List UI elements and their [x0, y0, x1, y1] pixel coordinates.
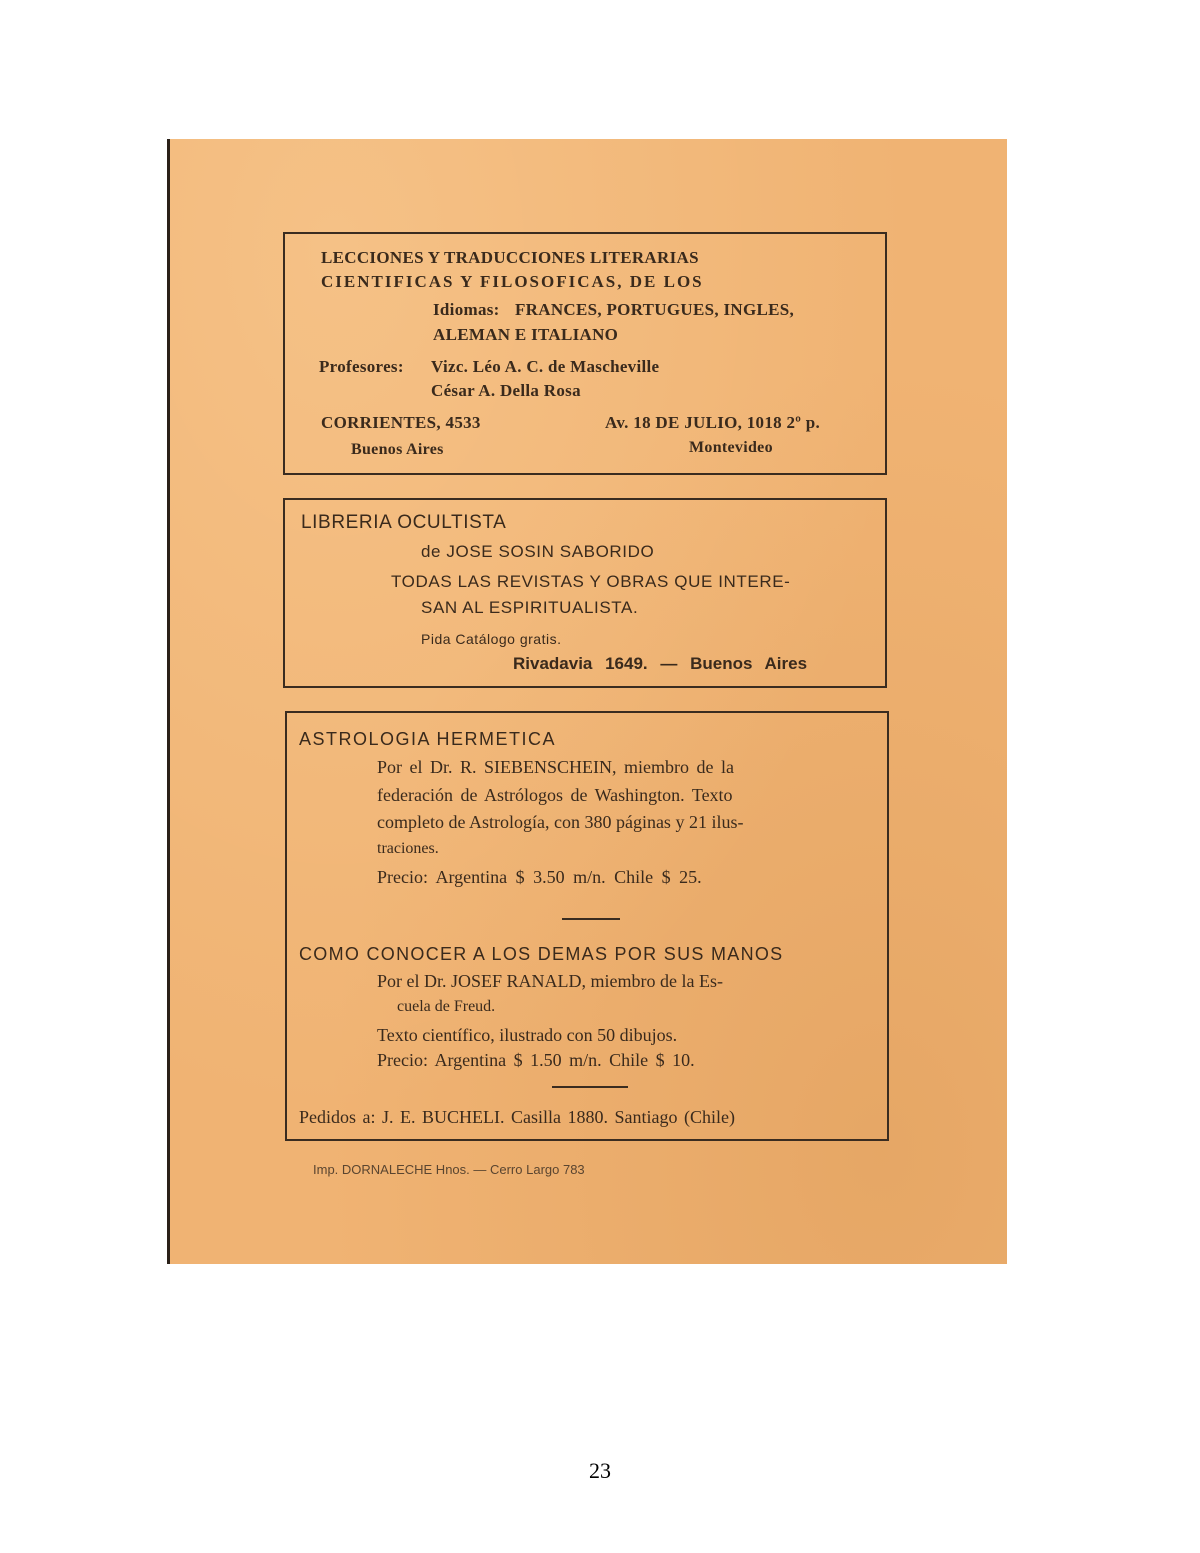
ad1-address-left: CORRIENTES, 4533	[321, 413, 481, 432]
ad3-book2-title: COMO CONOCER A LOS DEMAS POR SUS MANOS	[299, 944, 784, 964]
ad1-teacher-2: César A. Della Rosa	[431, 381, 581, 400]
ad3-book2-line2: cuela de Freud.	[397, 998, 496, 1015]
ad3-book1-line1: Por el Dr. R. SIEBENSCHEIN, miembro de la	[377, 757, 734, 777]
ad3-book1-price: Precio: Argentina $ 3.50 m/n. Chile $ 25.	[377, 867, 702, 887]
ad3-book2-line3: Texto científico, ilustrado con 50 dibujos.	[377, 1025, 678, 1045]
ad-language-lessons	[283, 232, 887, 475]
ad2-address: Rivadavia 1649. — Buenos Aires	[513, 654, 808, 673]
page-edge-shadow	[167, 139, 170, 1264]
ad3-book2-price: Precio: Argentina $ 1.50 m/n. Chile $ 10.	[377, 1050, 695, 1070]
ad3-orders: Pedidos a: J. E. BUCHELI. Casilla 1880. Santiago (Chile)	[299, 1107, 735, 1127]
ad2-desc-2: SAN AL ESPIRITUALISTA.	[421, 598, 639, 617]
ad3-book1-title: ASTROLOGIA HERMETICA	[299, 729, 557, 749]
divider	[562, 918, 620, 920]
divider	[552, 1086, 628, 1088]
ad3-book1-line3: completo de Astrología, con 380 páginas y 21 ilus-	[377, 812, 744, 832]
page-number: 23	[589, 1458, 611, 1483]
ad1-line2: CIENTIFICAS Y FILOSOFICAS, DE LOS	[321, 272, 704, 291]
ad3-book1-line2: federación de Astrólogos de Washington. Texto	[377, 785, 733, 805]
scanned-back-cover	[167, 139, 1007, 1264]
ad1-city-left: Buenos Aires	[351, 441, 444, 458]
ad2-owner: de JOSE SOSIN SABORIDO	[421, 542, 655, 561]
ad2-catalog: Pida Catálogo gratis.	[421, 631, 562, 647]
ad1-languages-1: FRANCES, PORTUGUES, INGLES,	[515, 300, 795, 319]
ad3-book2-line1: Por el Dr. JOSEF RANALD, miembro de la Es-	[377, 971, 723, 991]
ad2-desc-1: TODAS LAS REVISTAS Y OBRAS QUE INTERE-	[391, 572, 791, 591]
ad1-teacher-1: Vizc. Léo A. C. de Mascheville	[431, 357, 660, 376]
ad-books	[285, 711, 889, 1141]
ad2-title: LIBRERIA OCULTISTA	[301, 512, 507, 533]
printer-imprint: Imp. DORNALECHE Hnos. — Cerro Largo 783	[313, 1162, 585, 1177]
ad1-languages-2: ALEMAN E ITALIANO	[433, 325, 619, 344]
ad1-city-right: Montevideo	[689, 439, 773, 456]
ad-occult-bookstore	[283, 498, 887, 688]
ad1-line1: LECCIONES Y TRADUCCIONES LITERARIAS	[321, 248, 699, 267]
ad1-teachers-label: Profesores:	[319, 357, 404, 376]
ad3-book1-line4: traciones.	[377, 840, 439, 857]
ad1-languages-label: Idiomas:	[433, 300, 500, 319]
ad1-address-right: Av. 18 DE JULIO, 1018 2º p.	[605, 413, 821, 432]
